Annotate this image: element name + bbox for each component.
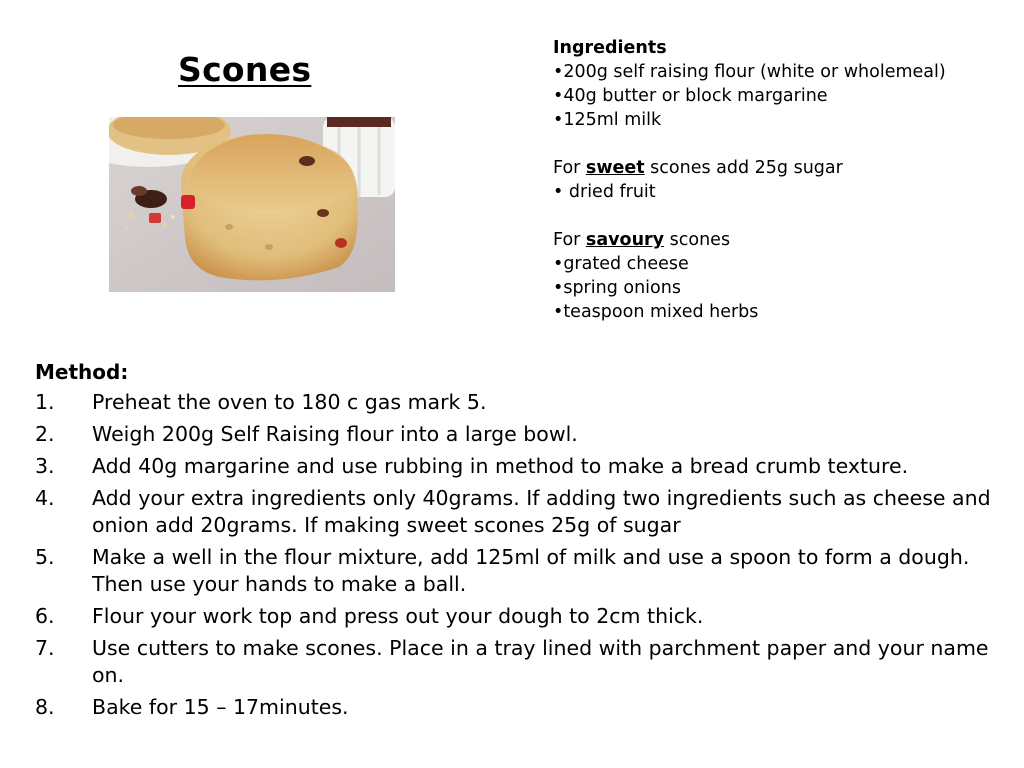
method-steps	[35, 389, 995, 721]
savoury-item: •teaspoon mixed herbs	[553, 302, 759, 322]
step-number: 4.	[35, 486, 55, 510]
sweet-prefix: For	[553, 158, 586, 178]
step-text: Add your extra ingredients only 40grams. If adding two ingredients such as cheese and onion add 20grams. If making sweet scones 25g of sugar	[92, 486, 991, 537]
savoury-emphasis: savoury	[585, 230, 665, 250]
step-number: 2.	[35, 422, 55, 446]
step-number: 8.	[35, 695, 55, 719]
sweet-item: • dried fruit	[553, 182, 656, 202]
step-number: 1.	[35, 390, 55, 414]
method-step	[35, 389, 995, 416]
step-text: Flour your work top and press out your dough to 2cm thick.	[92, 604, 704, 628]
ingredients-heading: Ingredients	[553, 38, 667, 58]
step-number: 3.	[35, 454, 55, 478]
method-step	[35, 635, 995, 689]
step-number: 5.	[35, 545, 55, 569]
method-step	[35, 544, 995, 598]
method-step	[35, 453, 995, 480]
savoury-item: •grated cheese	[553, 254, 689, 274]
ingredient-item: •200g self raising flour (white or wholemeal)	[553, 62, 946, 82]
step-number: 7.	[35, 636, 55, 660]
ingredient-item: •40g butter or block margarine	[553, 86, 828, 106]
step-text: Weigh 200g Self Raising flour into a large bowl.	[92, 422, 578, 446]
savoury-prefix: For	[553, 230, 586, 250]
sweet-emphasis: sweet	[585, 158, 645, 178]
page-title: Scones	[178, 50, 312, 89]
step-number: 6.	[35, 604, 55, 628]
savoury-suffix: scones	[664, 230, 731, 250]
step-text: Preheat the oven to 180 c gas mark 5.	[92, 390, 487, 414]
method-step	[35, 694, 995, 721]
step-text: Add 40g margarine and use rubbing in method to make a bread crumb texture.	[92, 454, 909, 478]
spacer	[553, 204, 993, 228]
method-heading: Method:	[35, 360, 129, 384]
sweet-variation-line	[553, 156, 993, 180]
scone-image	[109, 117, 395, 292]
savoury-item: •spring onions	[553, 278, 681, 298]
scone-photo	[109, 117, 395, 292]
method-section	[35, 358, 995, 726]
step-text: Bake for 15 – 17minutes.	[92, 695, 349, 719]
step-text: Use cutters to make scones. Place in a tray lined with parchment paper and your name on.	[92, 636, 989, 687]
step-text: Make a well in the flour mixture, add 125ml of milk and use a spoon to form a dough. Then use your hands to make a ball.	[92, 545, 970, 596]
spacer	[553, 132, 993, 156]
method-step	[35, 421, 995, 448]
savoury-variation-line	[553, 228, 993, 252]
method-step	[35, 603, 995, 630]
ingredient-item: •125ml milk	[553, 110, 662, 130]
sweet-suffix: scones add 25g sugar	[644, 158, 843, 178]
ingredients-panel	[553, 36, 993, 324]
method-step	[35, 485, 995, 539]
